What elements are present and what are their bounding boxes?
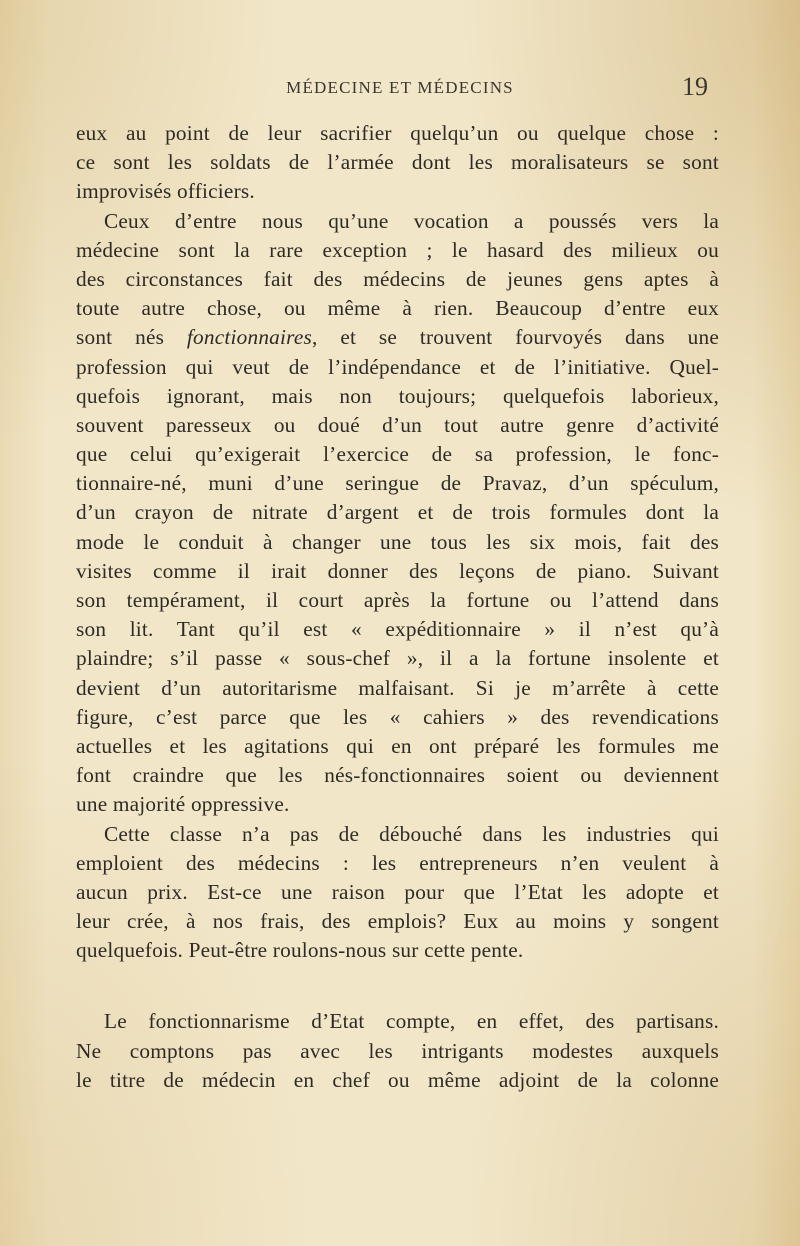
- running-head: [0, 72, 800, 108]
- text-line: improvisés officiers.: [76, 179, 255, 204]
- text-line: quefois ignorant, mais non toujours; quelquefois laborieux,: [76, 383, 719, 408]
- text-line: aucun prix. Est-ce une raison pour que l’Etat les adopte et: [76, 879, 719, 904]
- text-line: leur crée, à nos frais, des emplois? Eux au moins y songent: [76, 909, 719, 934]
- text-line: visites comme il irait donner des leçons de piano. Suivant: [76, 558, 719, 583]
- text-line: des circonstances fait des médecins de jeunes gens aptes à: [76, 266, 719, 291]
- text-line: médecine sont la rare exception ; le hasard des milieux ou: [76, 237, 719, 262]
- text-line: une majorité oppressive.: [76, 792, 290, 817]
- text-line: souvent paresseux ou doué d’un tout autre genre d’activité: [76, 412, 719, 437]
- text-line: Cette classe n’a pas de débouché dans les industries qui: [104, 821, 719, 846]
- text-line: plaindre; s’il passe « sous-chef », il a la fortune insolente et: [76, 646, 719, 671]
- text-run: , et se trouvent fourvoyés dans une: [311, 325, 720, 350]
- italic-term: fonctionnaires: [186, 325, 312, 350]
- text-line: figure, c’est parce que les « cahiers » des revendications: [76, 704, 719, 729]
- section-break: [76, 965, 719, 1007]
- text-line: Le fonctionnarisme d’Etat compte, en effet, des partisans.: [104, 1009, 719, 1034]
- text-line: quelquefois. Peut-être roulons-nous sur cette pente.: [76, 938, 524, 963]
- text-run: sont nés: [76, 325, 187, 350]
- text-line: actuelles et les agitations qui en ont préparé les formules me: [76, 733, 719, 758]
- text-line: tionnaire-né, muni d’une seringue de Pravaz, d’un spéculum,: [76, 471, 719, 496]
- running-title: MÉDECINE ET MÉDECINS: [286, 78, 514, 97]
- text-line: son lit. Tant qu’il est « expéditionnaire » il n’est qu’à: [76, 617, 719, 642]
- text-line: devient d’un autoritarisme malfaisant. Si je m’arrête à cette: [76, 675, 719, 700]
- body-text: [76, 119, 719, 1095]
- text-line: eux au point de leur sacrifier quelqu’un ou quelque chose :: [76, 121, 719, 145]
- text-line: toute autre chose, ou même à rien. Beaucoup d’entre eux: [76, 296, 719, 321]
- text-line: Ceux d’entre nous qu’une vocation a poussés vers la: [104, 208, 719, 233]
- text-line: d’un crayon de nitrate d’argent et de trois formules dont la: [76, 500, 719, 525]
- text-line: son tempérament, il court après la fortune ou l’attend dans: [76, 588, 719, 612]
- text-line: emploient des médecins : les entrepreneurs n’en veulent à: [76, 850, 719, 875]
- text-line-with-italic: [76, 323, 719, 352]
- text-line: ce sont les soldats de l’armée dont les moralisateurs se sont: [76, 150, 719, 175]
- text-line: Ne comptons pas avec les intrigants modestes auxquels: [76, 1038, 719, 1063]
- text-line: le titre de médecin en chef ou même adjoint de la colonne: [76, 1067, 719, 1092]
- text-line: mode le conduit à changer une tous les six mois, fait des: [76, 529, 719, 554]
- text-line: que celui qu’exigerait l’exercice de sa profession, le fonc-: [76, 442, 719, 467]
- text-line: profession qui veut de l’indépendance et de l’initiative. Quel-: [76, 354, 719, 379]
- page-number: 19: [682, 72, 708, 101]
- text-line: font craindre que les nés-fonctionnaires soient ou deviennent: [76, 763, 719, 788]
